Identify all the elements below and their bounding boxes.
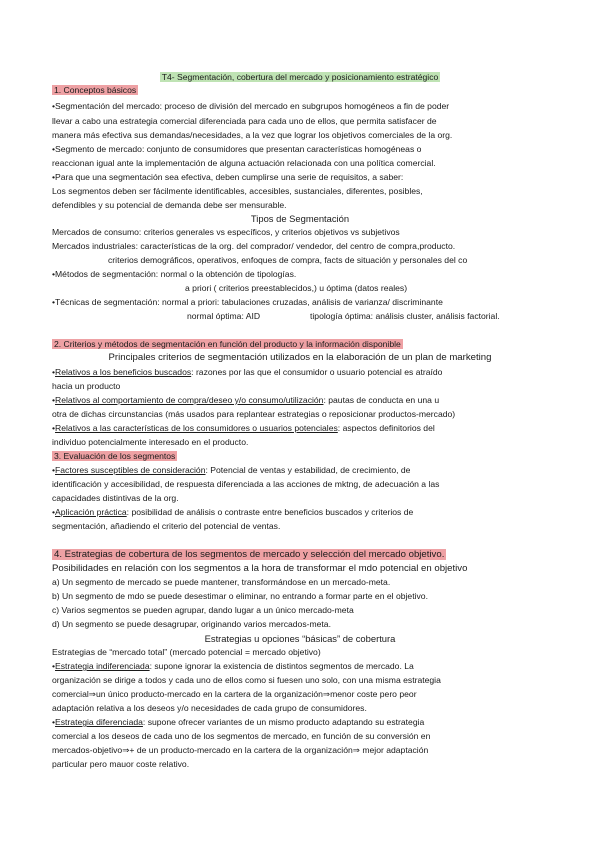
section-4-heading: 4. Estrategias de cobertura de los segmentos de mercado y selección del mercado objetivo.	[54, 549, 445, 560]
list-item-a: a) Un segmento de mercado se puede mantener, transformándose en un mercado-meta.	[52, 577, 391, 587]
text-line: otra de dichas circunstancias (más usados para replantear estrategias o reposicionar productos-mercado)	[52, 409, 456, 419]
section-2-heading: 2. Criterios y métodos de segmentación en función del producto y la información disponible	[54, 339, 401, 349]
list-item-b: b) Un segmento de mdo se puede desestimar o eliminar, no entrando a formar parte en el objetivo.	[52, 591, 428, 601]
bullet-line: •Relativos a los beneficios buscados: razones por las que el consumidor o usuario potencial es atraído	[52, 367, 443, 377]
text-line: •Técnicas de segmentación: normal a priori: tabulaciones cruzadas, análisis de varianza/ discriminante	[52, 297, 443, 307]
subtitle-tipos-segmentacion: Tipos de Segmentación	[250, 213, 350, 224]
text-line: defendibles y su potencial de demanda debe ser mensurable.	[52, 200, 287, 210]
bullet-line: •Estrategia indiferenciada: supone ignorar la existencia de distintos segmentos de mercado. La	[52, 661, 414, 671]
text-line: adaptación relativa a los deseos y/o necesidades de cada grupo de consumidores.	[52, 703, 367, 713]
text-line: hacia un producto	[52, 381, 121, 391]
term-label: Relativos a los beneficios buscados	[55, 367, 192, 377]
document-title-line	[0, 72, 600, 83]
text-line: •Para que una segmentación sea efectiva, deben cumplirse una serie de requisitos, a saber:	[52, 172, 404, 182]
text-line: organización se dirige a todos y cada uno de ellos como si fuesen uno solo, con una misma estrategia	[52, 675, 441, 685]
text-line: reaccionan igual ante la implementación de alguna actuación relacionada con una política comercial.	[52, 158, 436, 168]
text-line: Mercados industriales: características de la org. del comprador/ vendedor, del centro de compra,producto.	[52, 241, 456, 251]
term-label: Aplicación práctica	[55, 507, 127, 517]
text-line: manera más efectiva sus demandas/necesidades, a la vez que lograr los objetivos comerciales de la org.	[52, 130, 453, 140]
text-line: a priori ( criterios preestablecidos,) u óptima (datos reales)	[185, 283, 408, 293]
text-line: Estrategias de “mercado total” (mercado potencial = mercado objetivo)	[52, 647, 321, 657]
section-1-heading: 1. Conceptos básicos	[54, 85, 137, 95]
section-4-heading-line	[52, 549, 446, 560]
term-label: Factores susceptibles de consideración	[55, 465, 206, 475]
list-item-c: c) Varios segmentos se pueden agrupar, dando lugar a un único mercado-meta	[52, 605, 354, 615]
text-line: individuo potencialmente interesado en el producto.	[52, 437, 249, 447]
text-line: •Segmentación del mercado: proceso de división del mercado en subgrupos homogéneos a fin de poder	[52, 101, 450, 111]
term-text: : Potencial de ventas y estabilidad, de crecimiento, de	[205, 465, 411, 475]
text-line: •Segmento de mercado: conjunto de consumidores que presentan características homogéneas o	[52, 144, 422, 154]
section-1-heading-line	[52, 85, 138, 96]
term-label: Estrategia diferenciada	[55, 717, 143, 727]
text-line: tipología óptima: análisis cluster, análisis factorial.	[310, 311, 500, 321]
bullet-line: •Aplicación práctica: posibilidad de análisis o contraste entre beneficios buscados y criterios de	[52, 507, 414, 517]
term-text: : aspectos definitorios del	[337, 423, 435, 433]
bullet-line: •Relativos al comportamiento de compra/deseo y/o consumo/utilización: pautas de conducta en una u	[52, 395, 440, 405]
text-line: segmentación, añadiendo el criterio del potencial de ventas.	[52, 521, 281, 531]
text-line: mercados-objetivo⇒+ de un producto-mercado en la cartera de la organización⇒ mejor adaptación	[52, 745, 429, 755]
text-line: criterios demográficos, operativos, enfoques de compra, facts de situación y personales del co	[108, 255, 468, 265]
text-line: particular pero mauor coste relativo.	[52, 759, 190, 769]
term-label: Estrategia indiferenciada	[55, 661, 150, 671]
text-line: identificación y accesibilidad, de respuesta diferenciada a las acciones de mktng, de adecuación a las	[52, 479, 440, 489]
subtitle-principales-criterios: Principales criterios de segmentación utilizados en la elaboración de un plan de marketing	[108, 352, 492, 363]
document-title: T4- Segmentación, cobertura del mercado y posicionamiento estratégico	[161, 72, 439, 82]
bullet-line: •Factores susceptibles de consideración: Potencial de ventas y estabilidad, de crecimiento, de	[52, 465, 411, 475]
text-line: comercial a los deseos de cada uno de los segmentos de mercado, en función de su conversión en	[52, 731, 431, 741]
list-item-d: d) Un segmento se puede desagrupar, originando varios mercados-meta.	[52, 619, 331, 629]
text-line: Mercados de consumo: criterios generales vs específicos, y criterios objetivos vs subjetivos	[52, 227, 400, 237]
text-line: •Métodos de segmentación: normal o la obtención de tipologías.	[52, 269, 297, 279]
text-line: Posibilidades en relación con los segmentos a la hora de transformar el mdo potencial en objetivo	[52, 563, 468, 574]
term-text: : supone ofrecer variantes de un mismo producto adaptando su estrategia	[142, 717, 425, 727]
term-text: : supone ignorar la existencia de distintos segmentos de mercado. La	[149, 661, 414, 671]
section-3-heading-line	[52, 451, 177, 462]
text-line: comercial⇒un único producto-mercado en la cartera de la organización⇒menor coste pero peor	[52, 689, 417, 699]
bullet-line: •Estrategia diferenciada: supone ofrecer variantes de un mismo producto adaptando su estrategia	[52, 717, 425, 727]
term-text: : pautas de conducta en una u	[323, 395, 440, 405]
term-text: : razones por las que el consumidor o usuario potencial es atraído	[191, 367, 443, 377]
bullet-line: •Relativos a las características de los consumidores o usuarios potenciales: aspectos definitorios del	[52, 423, 435, 433]
text-line: normal óptima: AID	[187, 311, 261, 321]
term-label: Relativos a las características de los consumidores o usuarios potenciales	[55, 423, 338, 433]
subtitle-estrategias-cobertura: Estrategias u opciones “básicas” de cobertura	[204, 633, 396, 644]
section-2-heading-line	[52, 339, 403, 350]
text-line: llevar a cabo una estrategia comercial diferenciada para cada uno de ellos, que permita satisfacer de	[52, 116, 437, 126]
text-line: Los segmentos deben ser fácilmente identificables, accesibles, sustanciales, diferentes, posibles,	[52, 186, 423, 196]
term-text: : posibilidad de análisis o contraste entre beneficios buscados y criterios de	[126, 507, 414, 517]
section-3-heading: 3. Evaluación de los segmentos	[54, 451, 176, 461]
text-line: capacidades distintivas de la org.	[52, 493, 179, 503]
term-label: Relativos al comportamiento de compra/deseo y/o consumo/utilización	[55, 395, 324, 405]
